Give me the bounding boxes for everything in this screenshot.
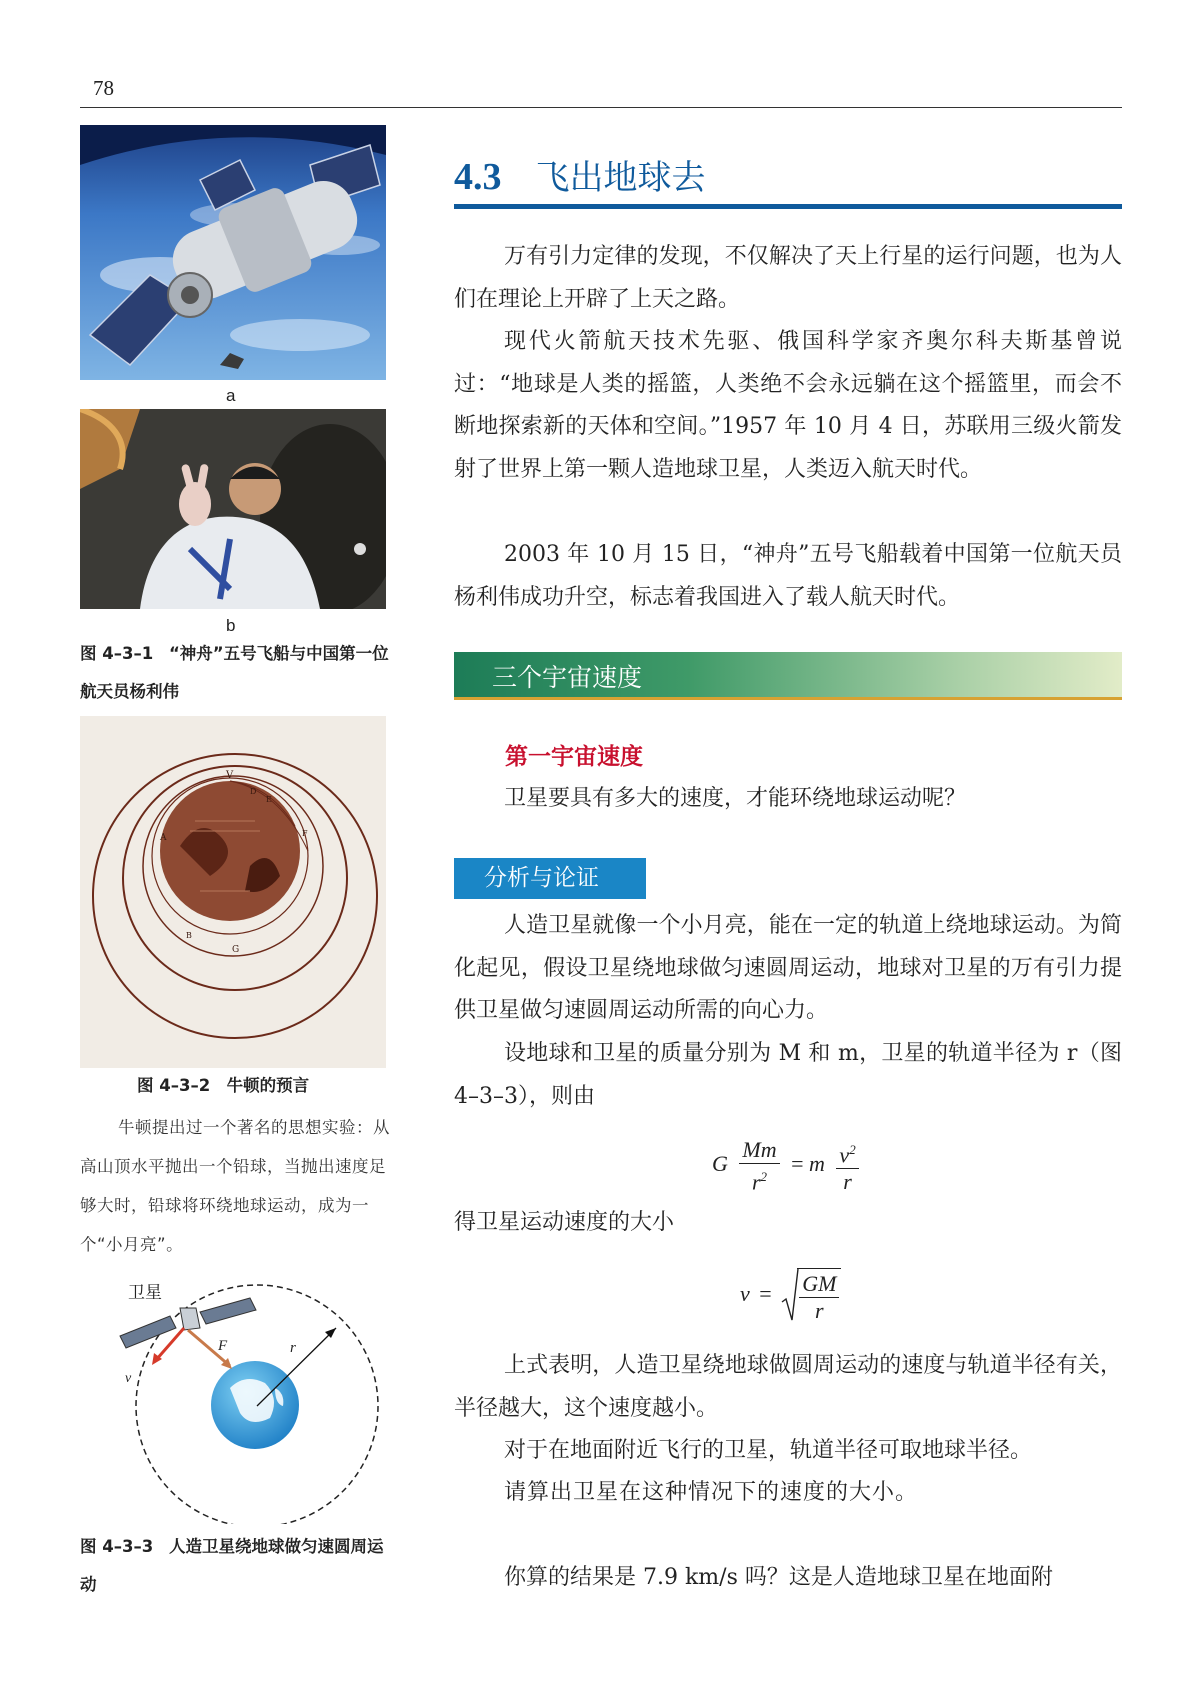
newton-prediction-illustration: [80, 716, 386, 1068]
label-analysis-and-argument: 分析与论证: [454, 858, 646, 899]
fraction-Mm-over-r2: [739, 1137, 779, 1195]
paragraph-gravitation-discovery: 万有引力定律的发现，不仅解决了天上行星的运行问题，也为人们在理论上开辟了上天之路。: [454, 244, 1122, 312]
label-D: D: [250, 787, 257, 796]
label-G: G: [232, 945, 240, 955]
figure-4-3-3-caption: [80, 1528, 390, 1604]
radius-label: r: [290, 1340, 296, 1356]
paragraph-setup: 设地球和卫星的质量分别为 M 和 m，卫星的轨道半径为 r（图 4–3–3），则由: [454, 1041, 1122, 1109]
figure-4-3-2-caption: [137, 1067, 309, 1105]
figure-sub-label-a: a: [226, 386, 236, 405]
figure-4-3-1-text: “神舟”五号飞船与中国第一位航天员杨利伟: [80, 644, 389, 701]
equals-sign: =: [791, 1151, 804, 1177]
paragraph-tsiolkovsky-quote: 现代火箭航天技术先驱、俄国科学家齐奥尔科夫斯基曾说过：“地球是人类的摇篮，人类绝不会永远躺在这个摇篮里，而会不断地探索新的天体和空间。”1957 年 10 月 4 日，苏联用三级火箭发射了世界上第一颗人造地球卫星，人类迈入航天时代。: [454, 329, 1122, 482]
paragraph-radius-relation: 上式表明，人造卫星绕地球做圆周运动的速度与轨道半径有关，半径越大，这个速度越小。: [454, 1353, 1122, 1421]
exponent: 2: [760, 1169, 768, 1184]
fraction-GM-over-r: [799, 1271, 839, 1324]
fraction-numerator-GM: GM: [799, 1271, 839, 1298]
figure-4-3-1-number: 图 4–3–1: [80, 644, 154, 663]
satellite-label: 卫星: [128, 1283, 162, 1303]
spacecraft-photo: [80, 125, 386, 380]
formula-G: G: [712, 1151, 728, 1177]
heading-three-cosmic-velocities: 三个宇宙速度: [492, 663, 643, 692]
title-rule: [454, 204, 1122, 209]
paragraph-calculate-prompt: 请算出卫星在这种情况下的速度的大小。: [504, 1480, 919, 1505]
fraction-numerator: Mm: [739, 1137, 779, 1164]
page-number: 78: [93, 76, 114, 100]
label-A: A: [160, 833, 167, 843]
figure-sub-label-b: b: [226, 616, 236, 635]
section-name: 飞出地球去: [535, 158, 706, 198]
exponent-v: 2: [849, 1142, 856, 1157]
subheading-first-cosmic-velocity: 第一宇宙速度: [505, 744, 643, 770]
newton-thought-experiment-note: 牛顿提出过一个著名的思想实验：从高山顶水平抛出一个铅球，当抛出速度足够大时，铅球将环绕地球运动，成为一个“小月亮”。: [80, 1118, 390, 1254]
label-V: V: [226, 770, 234, 781]
label-E: E: [266, 795, 272, 804]
satellite-orbit-diagram: [80, 1268, 390, 1524]
formula-m: m: [809, 1151, 825, 1177]
fraction-numerator-v: v: [839, 1142, 850, 1168]
formula-orbital-speed: [740, 1268, 841, 1324]
paragraph-near-surface: 对于在地面附近飞行的卫星，轨道半径可取地球半径。: [504, 1438, 1033, 1463]
paragraph-shenzhou-5: 2003 年 10 月 15 日，“神舟”五号飞船载着中国第一位航天员杨利伟成功升空，标志着我国进入了载人航天时代。: [454, 542, 1122, 610]
label-B: B: [186, 931, 192, 940]
paragraph-satellite-model: 人造卫星就像一个小月亮，能在一定的轨道上绕地球运动。为简化起见，假设卫星绕地球做匀速圆周运动，地球对卫星的万有引力提供卫星做匀速圆周运动所需的向心力。: [454, 913, 1122, 1023]
formula-v: v: [740, 1281, 750, 1307]
heading-band-rule: [454, 697, 1122, 700]
section-number: 4.3: [454, 156, 502, 198]
paragraph-question: 卫星要具有多大的速度，才能环绕地球运动呢？: [504, 786, 967, 811]
fraction-denominator: r: [751, 1169, 761, 1195]
figure-4-3-3-number: 图 4–3–3: [80, 1537, 154, 1556]
header-rule: [80, 107, 1122, 108]
fraction-v2-over-r: [836, 1137, 858, 1195]
velocity-label: v: [125, 1371, 132, 1386]
paragraph-speed-result: 得卫星运动速度的大小: [454, 1210, 675, 1235]
force-label: F: [218, 1338, 228, 1354]
label-F: F: [302, 829, 308, 838]
paragraph-7-9-kms: 你算的结果是 7.9 km/s 吗？这是人造地球卫星在地面附: [504, 1565, 1053, 1590]
figure-4-3-1-caption: [80, 635, 390, 711]
fraction-denominator-r: r: [843, 1169, 852, 1195]
astronaut-photo: [80, 409, 386, 609]
square-root: [781, 1268, 841, 1324]
formula-gravity-centripetal: [712, 1137, 865, 1195]
section-title: [454, 150, 706, 199]
equals-sign-2: =: [759, 1281, 772, 1307]
figure-4-3-2-caption-text: 图 4–3–2 牛顿的预言: [137, 1076, 310, 1095]
fraction-denominator-r2: r: [815, 1298, 824, 1323]
figure-4-3-3-text: 人造卫星绕地球做匀速圆周运动: [80, 1537, 384, 1594]
